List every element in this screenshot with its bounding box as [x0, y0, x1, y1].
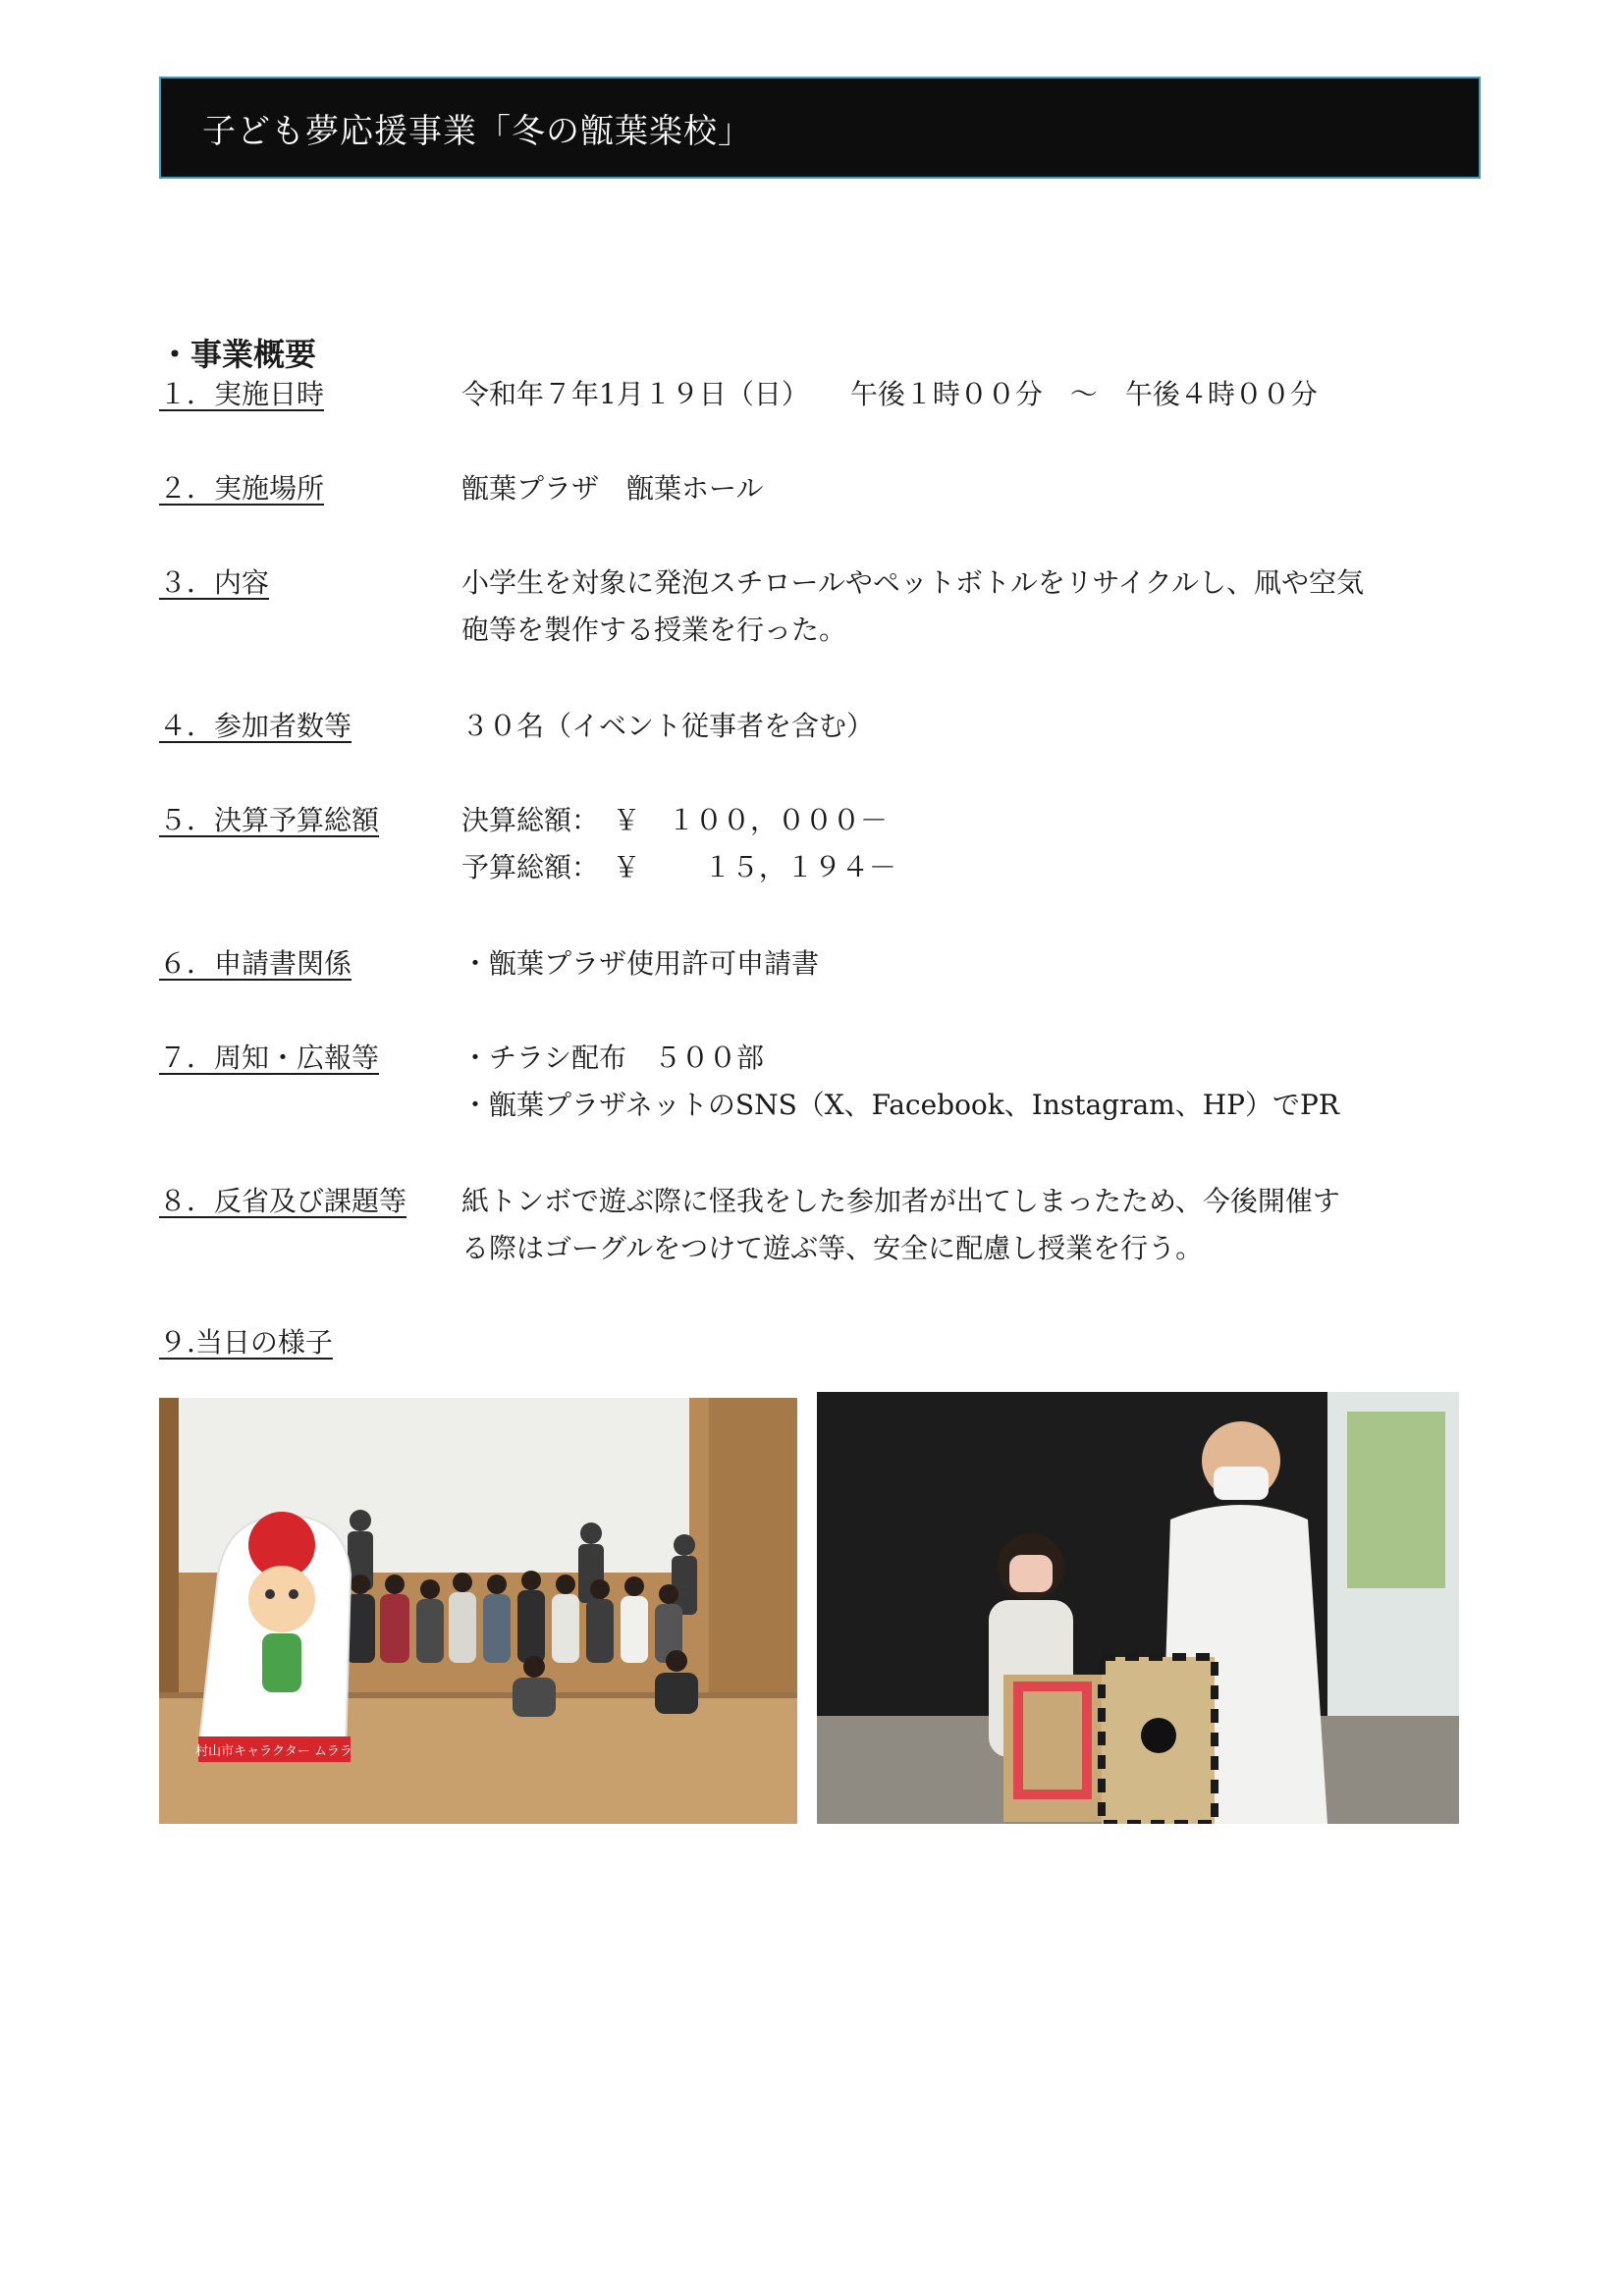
demo-photo: [817, 1392, 1459, 1824]
item-line: 決算総額： ￥ １００，０００－: [461, 804, 889, 836]
item-label: ８．反省及び課題等: [159, 1185, 407, 1217]
item-line: 令和年７年1月１９日（日） 午後１時００分 ～ 午後４時００分: [461, 378, 1318, 410]
item-line: ・甑葉プラザ使用許可申請書: [461, 947, 820, 980]
item-line: ３０名（イベント従事者を含む）: [461, 710, 875, 742]
item-line: ・甑葉プラザネットのSNS（X、Facebook、Instagram、HP）でPR: [461, 1089, 1339, 1121]
item-value: [461, 1178, 1473, 1272]
title-bar: [159, 77, 1481, 179]
item-value: [461, 560, 1473, 654]
photos-label: ９.当日の様子: [159, 1326, 333, 1359]
item-label: １．実施日時: [159, 378, 325, 410]
item-label: ５．決算予算総額: [159, 804, 380, 836]
group-photo: [159, 1398, 797, 1824]
item-label: ６．申請書関係: [159, 947, 352, 980]
item-line: 紙トンボで遊ぶ際に怪我をした参加者が出てしまったため、今後開催す: [461, 1185, 1340, 1217]
item-line: 砲等を製作する授業を行った。: [461, 614, 847, 646]
item-value: [461, 465, 1473, 512]
item-value: [461, 1035, 1473, 1129]
mascot-sign-text: 村山市キャラクター ムララ: [195, 1744, 352, 1759]
item-line: る際はゴーグルをつけて遊ぶ等、安全に配慮し授業を行う。: [461, 1232, 1204, 1264]
item-value: [461, 703, 1473, 750]
item-value: [461, 797, 1473, 891]
section-heading: ・事業概要: [159, 336, 317, 373]
item-line: ・チラシ配布 ５００部: [461, 1041, 765, 1074]
document-title: 子ども夢応援事業「冬の甑葉楽校」: [202, 112, 752, 151]
item-line: 予算総額： ￥ １５，１９４－: [461, 851, 896, 883]
item-label: ３．内容: [159, 566, 270, 599]
item-value: [461, 371, 1473, 418]
item-line: 小学生を対象に発泡スチロールやペットボトルをリサイクルし、凧や空気: [461, 566, 1364, 599]
item-label: ７．周知・広報等: [159, 1041, 380, 1074]
item-label: ２．実施場所: [159, 472, 325, 505]
item-line: 甑葉プラザ 甑葉ホール: [461, 472, 764, 505]
item-value: [461, 940, 1473, 988]
item-label: ４．参加者数等: [159, 710, 352, 742]
